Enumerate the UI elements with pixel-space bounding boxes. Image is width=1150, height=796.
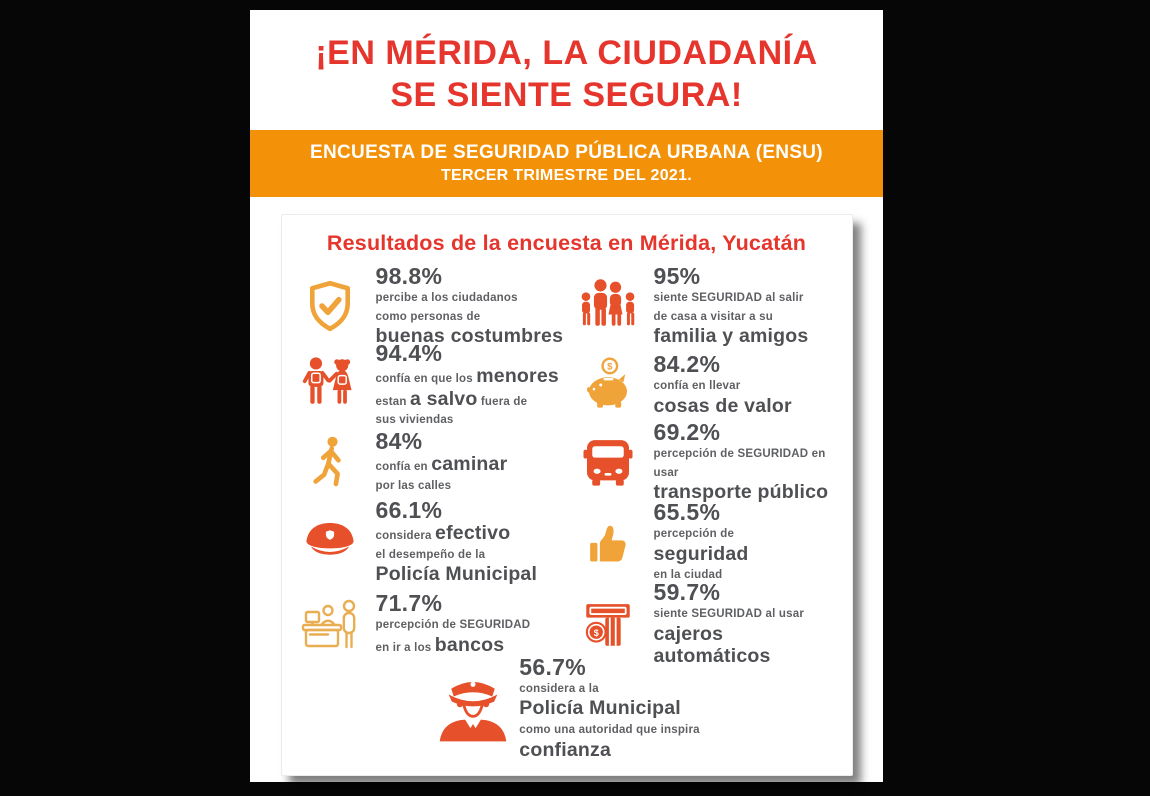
bus-icon [566,434,650,490]
stat-caption: en la ciudad [653,569,723,582]
poster-header [250,10,883,130]
stat-value: 94.4% [375,340,443,367]
stat-text [372,429,508,494]
stat-keyword: transporte público [653,481,829,504]
stat-keyword: seguridad [653,542,749,565]
piggy-bank-icon [566,356,650,414]
stat-keyword: Policía Municipal [375,563,538,586]
stat-keyword: Policía Municipal [519,697,681,720]
stat-text [650,500,749,584]
family-icon [566,276,650,336]
police-officer-icon [431,667,515,749]
stat-keyword: familia y amigos [653,325,809,348]
stat-keyword: menores [476,365,559,388]
stat-description [376,615,531,656]
shield-check-icon [288,279,372,333]
stat-text [650,352,792,417]
stat-description [376,365,559,429]
stat-text [515,655,699,761]
results-title: Resultados de la encuesta en Mérida, Yucatán [326,231,807,255]
stat-value: 65.5% [653,499,721,526]
stat-keyword: bancos [434,634,505,657]
banner-survey-period: TERCER TRIMESTRE DEL 2021. [440,167,693,184]
poster-title-line2: SE SIENTE SEGURA! [390,76,743,114]
stat-keyword: buenas costumbres [375,325,564,348]
stat-caption: siente SEGURIDAD al usar [653,608,805,621]
stat-description [654,376,792,417]
atm-icon [566,595,650,653]
stat-caption: percepción de SEGURIDAD [375,619,531,632]
stat-caption: como personas de [375,310,481,323]
stat-item [288,653,844,761]
police-cap-icon [288,513,372,571]
stat-caption: confía en que los [375,373,477,386]
stat-description [376,288,564,348]
poster-title-line1: ¡EN MÉRIDA, LA CIUDADANÍA [315,34,818,72]
stat-value: 98.8% [375,263,443,290]
stat-caption: en ir a los [375,642,435,655]
stat-caption: el desempeño de la [375,548,486,561]
banner-survey-name: ENCUESTA DE SEGURIDAD PÚBLICA URBANA (ENSU) [310,142,823,163]
stat-value: 84% [375,428,423,455]
stat-keyword: cosas de valor [653,395,792,418]
stat-description [654,288,809,348]
stat-item [566,419,844,504]
stat-item [566,263,844,348]
stat-description [654,444,844,504]
stat-item [566,346,844,424]
stat-text [372,498,538,586]
stat-item [288,263,566,348]
stat-keyword: caminar [431,453,508,476]
survey-banner [250,130,883,197]
stat-caption: fuera de [477,395,528,408]
stat-description [376,522,538,586]
bank-counter-icon [288,592,372,656]
walking-person-icon [288,435,372,489]
stat-item [566,500,844,584]
stat-value: 95% [653,263,701,290]
stat-description [519,679,699,761]
stat-item [288,424,566,500]
stat-keyword: confianza [519,738,612,761]
stat-item [566,579,844,668]
results-card [281,214,853,776]
stat-value: 56.7% [519,653,586,680]
stat-caption: confía en llevar [653,380,741,393]
stat-value: 66.1% [375,497,443,524]
stat-caption: percepción de SEGURIDAD en usar [653,448,826,479]
stat-text [372,341,559,429]
stat-value: 59.7% [653,579,721,606]
thumbs-up-icon [566,516,650,568]
stat-value: 69.2% [653,419,721,446]
infographic-card [250,10,883,782]
stat-caption: como una autoridad que inspira [519,724,700,737]
stat-item [288,340,566,427]
stat-caption: de casa a visitar a su [653,310,773,323]
stat-keyword: cajeros automáticos [653,622,771,668]
stat-caption: percepción de [653,528,735,541]
stat-caption: considera a la [519,682,599,695]
stat-value: 84.2% [653,351,721,378]
stat-item [288,584,566,664]
stat-caption: sus viviendas [375,414,454,427]
stat-text [650,264,809,348]
stat-item [288,497,566,586]
stat-caption: percibe a los ciudadanos [375,292,518,305]
children-icon [288,355,372,415]
stat-description [654,524,749,584]
stat-description [376,453,508,494]
stat-caption: estan [375,395,410,408]
stat-keyword: efectivo [435,522,511,545]
stat-caption: siente SEGURIDAD al salir [653,292,804,305]
stat-text [372,591,531,656]
stats-grid [282,263,852,761]
stat-value: 71.7% [375,590,443,617]
stat-caption: considera [375,530,436,543]
stat-text [372,264,564,348]
stat-caption: por las calles [375,480,452,493]
stat-text [650,420,844,504]
stat-caption: confía en [375,461,432,474]
stat-keyword: a salvo [409,387,478,410]
